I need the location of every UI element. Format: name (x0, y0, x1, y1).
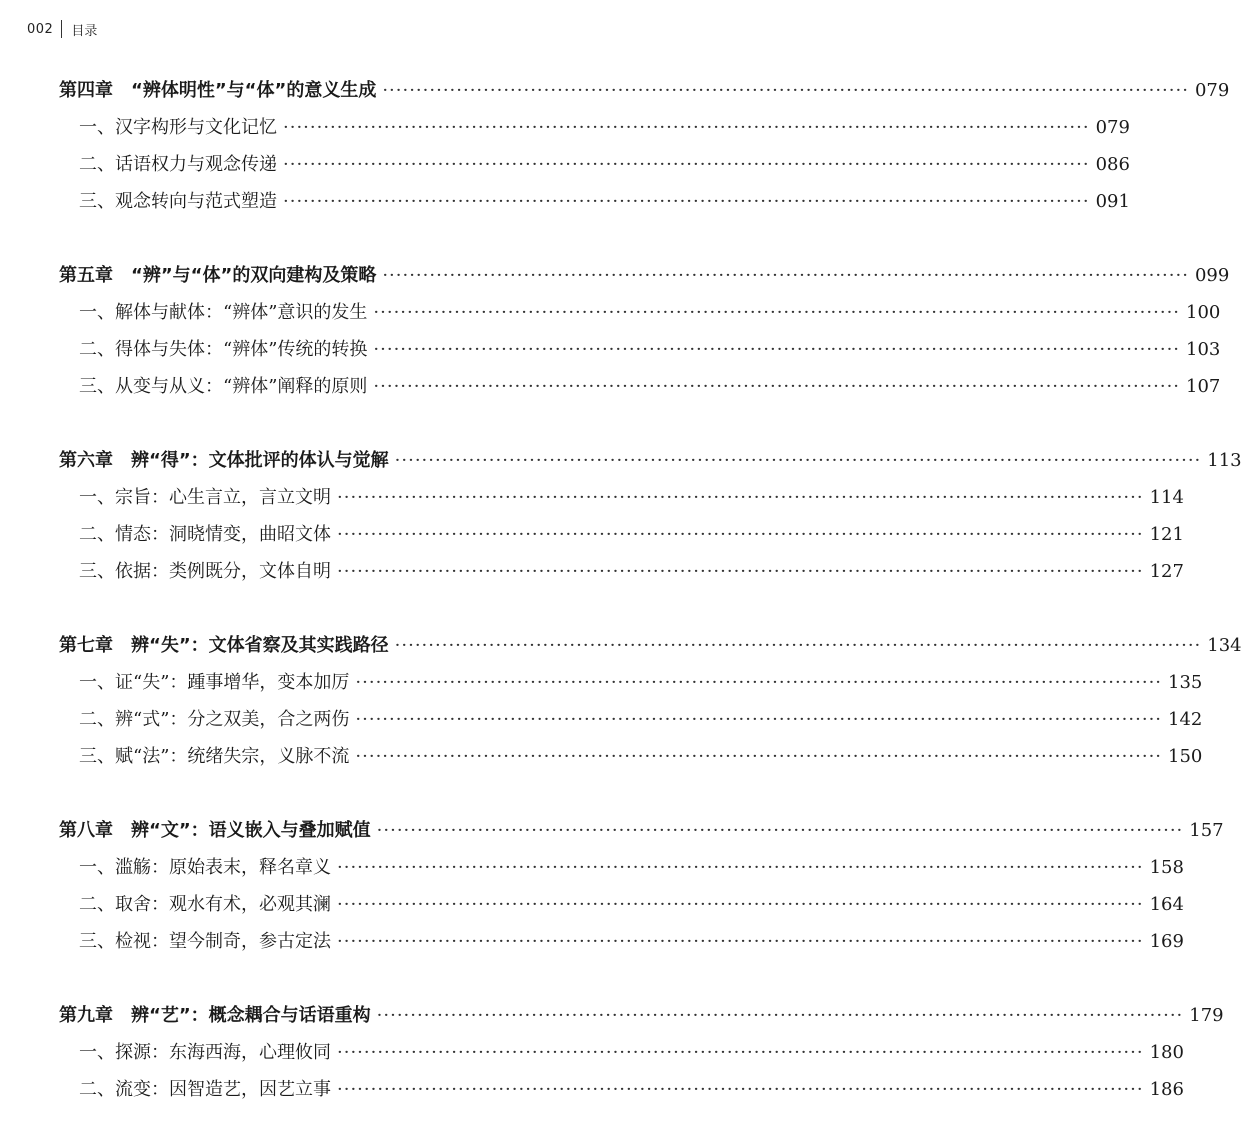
dot-leader: ························································································································ (382, 265, 1189, 286)
chapter-entry[interactable] (59, 442, 1242, 479)
section-entry-title: 二、辨“式”：分之双美，合之两伤 (79, 709, 350, 730)
dot-leader: ························································································································ (283, 191, 1090, 212)
table-of-contents (59, 72, 1242, 1145)
chapter-entry-title: 第五章 “辨”与“体”的双向建构及策略 (59, 265, 377, 286)
chapter-entry-title: 第六章 辨“得”：文体批评的体认与觉解 (59, 450, 389, 471)
dot-leader: ························································································································ (337, 1079, 1144, 1100)
section-entry-page-number: 150 (1168, 746, 1203, 767)
dot-leader: ························································································································ (337, 524, 1144, 545)
section-entry-page-number: 186 (1149, 1079, 1184, 1100)
dot-leader: ························································································································ (337, 931, 1144, 952)
section-entry-page-number: 100 (1186, 302, 1221, 323)
section-entry-page-number: 169 (1149, 931, 1184, 952)
section-entry-title: 二、得体与失体：“辨体”传统的转换 (79, 339, 368, 360)
section-entry-title: 二、流变：因智造艺，因艺立事 (79, 1079, 331, 1100)
section-entry-page-number: 107 (1186, 376, 1221, 397)
section-entry-title: 一、滥觞：原始表末，释名章义 (79, 857, 331, 878)
section-entry-page-number: 180 (1149, 1042, 1184, 1063)
dot-leader: ························································································································ (337, 1042, 1144, 1063)
dot-leader: ························································································································ (337, 894, 1144, 915)
section-entry[interactable] (59, 146, 1130, 183)
section-entry-title: 二、话语权力与观念传递 (79, 154, 277, 175)
section-entry-page-number: 121 (1149, 524, 1184, 545)
dot-leader: ························································································································ (337, 857, 1144, 878)
chapter-entry-page-number: 157 (1189, 820, 1224, 841)
section-entry-page-number: 142 (1168, 709, 1203, 730)
section-entry-page-number: 079 (1095, 117, 1130, 138)
section-entry-title: 三、观念转向与范式塑造 (79, 191, 277, 212)
section-entry-title: 三、依据：类例既分，文体自明 (79, 561, 331, 582)
chapter-entry-title: 第四章 “辨体明性”与“体”的意义生成 (59, 80, 377, 101)
chapter-entry[interactable] (59, 812, 1224, 849)
section-entry[interactable] (59, 1071, 1184, 1108)
section-entry-title: 一、解体与献体：“辨体”意识的发生 (79, 302, 368, 323)
section-entry-title: 一、探源：东海西海，心理攸同 (79, 1042, 331, 1063)
section-entry-page-number: 127 (1149, 561, 1184, 582)
chapter-entry[interactable] (59, 72, 1230, 109)
chapter-entry-page-number: 079 (1194, 80, 1230, 101)
dot-leader: ························································································································ (376, 1005, 1184, 1026)
chapter-block (59, 627, 1242, 775)
section-title: 目录 (71, 23, 98, 39)
dot-leader: ························································································································ (337, 561, 1144, 582)
section-entry-title: 一、汉字构形与文化记忆 (79, 117, 277, 138)
section-entry-title: 一、宗旨：心生言立，言立文明 (79, 487, 331, 508)
chapter-block (59, 997, 1224, 1108)
section-entry-page-number: 158 (1149, 857, 1184, 878)
section-entry-title: 三、检视：望今制奇，参古定法 (79, 931, 331, 952)
chapter-entry-page-number: 134 (1207, 635, 1242, 656)
section-entry-page-number: 164 (1149, 894, 1184, 915)
chapter-block (59, 812, 1224, 960)
section-entry-page-number: 103 (1186, 339, 1221, 360)
chapter-entry-page-number: 179 (1189, 1005, 1224, 1026)
chapter-entry-page-number: 113 (1207, 450, 1242, 471)
chapter-entry-title: 第七章 辨“失”：文体省察及其实践路径 (59, 635, 389, 656)
chapter-block (59, 257, 1230, 405)
section-entry[interactable] (59, 886, 1184, 923)
section-entry[interactable] (59, 923, 1184, 960)
dot-leader: ························································································································ (355, 746, 1163, 767)
header-divider (61, 20, 62, 38)
section-entry[interactable] (59, 701, 1203, 738)
section-entry-page-number: 086 (1095, 154, 1130, 175)
section-entry[interactable] (59, 109, 1130, 146)
section-entry-title: 二、情态：洞晓情变，曲昭文体 (79, 524, 331, 545)
chapter-entry[interactable] (59, 257, 1230, 294)
chapter-entry-page-number: 099 (1194, 265, 1230, 286)
dot-leader: ························································································································ (283, 154, 1090, 175)
section-entry[interactable] (59, 331, 1221, 368)
section-entry[interactable] (59, 738, 1203, 775)
chapter-block (59, 442, 1242, 590)
section-entry[interactable] (59, 294, 1221, 331)
dot-leader: ························································································································ (337, 487, 1144, 508)
section-entry[interactable] (59, 368, 1221, 405)
section-entry-page-number: 135 (1168, 672, 1203, 693)
dot-leader: ························································································································ (394, 635, 1202, 656)
running-header (27, 16, 97, 42)
section-entry-page-number: 114 (1149, 487, 1184, 508)
chapter-block (59, 72, 1230, 220)
section-entry-title: 一、证“失”：踵事增华，变本加厉 (79, 672, 350, 693)
section-entry-page-number: 091 (1095, 191, 1130, 212)
section-entry[interactable] (59, 849, 1184, 886)
dot-leader: ························································································································ (373, 302, 1181, 323)
section-entry[interactable] (59, 516, 1184, 553)
dot-leader: ························································································································ (376, 820, 1184, 841)
section-entry-title: 二、取舍：观水有术，必观其澜 (79, 894, 331, 915)
dot-leader: ························································································································ (373, 339, 1181, 360)
section-entry-title: 三、赋“法”：统绪失宗，义脉不流 (79, 746, 350, 767)
dot-leader: ························································································································ (373, 376, 1181, 397)
page-number: 002 (27, 21, 54, 37)
section-entry[interactable] (59, 479, 1184, 516)
dot-leader: ························································································································ (355, 709, 1163, 730)
dot-leader: ························································································································ (283, 117, 1090, 138)
chapter-entry-title: 第九章 辨“艺”：概念耦合与话语重构 (59, 1005, 371, 1026)
chapter-entry[interactable] (59, 997, 1224, 1034)
section-entry[interactable] (59, 183, 1130, 220)
dot-leader: ························································································································ (382, 80, 1189, 101)
section-entry-title: 三、从变与从义：“辨体”阐释的原则 (79, 376, 368, 397)
dot-leader: ························································································································ (394, 450, 1202, 471)
dot-leader: ························································································································ (355, 672, 1163, 693)
section-entry[interactable] (59, 664, 1203, 701)
chapter-entry[interactable] (59, 627, 1242, 664)
chapter-entry-title: 第八章 辨“文”：语义嵌入与叠加赋值 (59, 820, 371, 841)
section-entry[interactable] (59, 1034, 1184, 1071)
section-entry[interactable] (59, 553, 1184, 590)
